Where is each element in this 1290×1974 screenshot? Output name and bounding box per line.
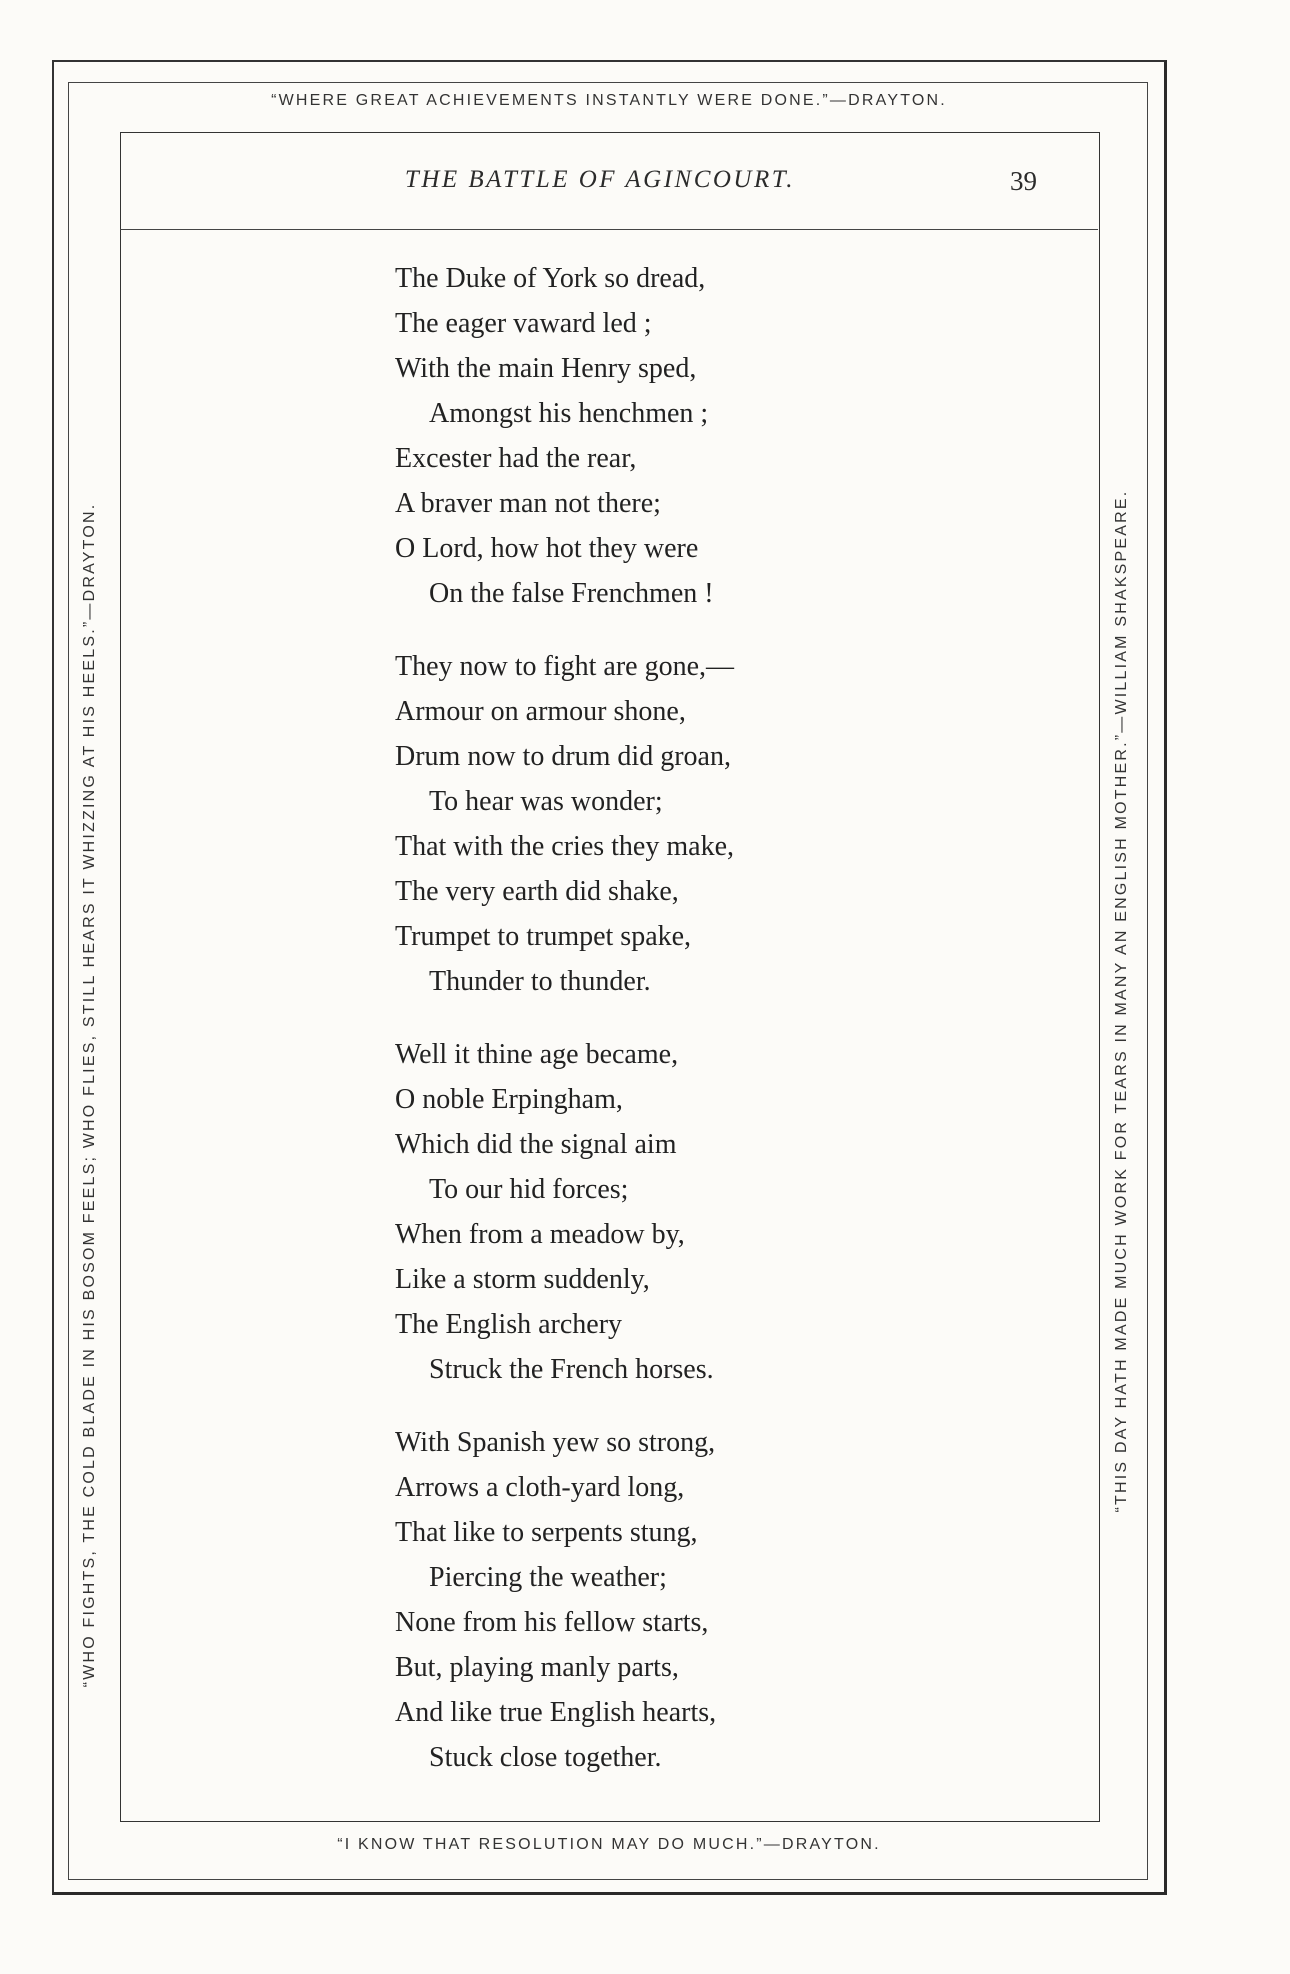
poem-line: They now to fight are gone,— bbox=[395, 651, 735, 682]
poem-line: Trumpet to trumpet spake, bbox=[395, 921, 692, 952]
poem-line: With the main Henry sped, bbox=[395, 353, 697, 384]
poem-line: O noble Erpingham, bbox=[395, 1084, 623, 1115]
poem-line: The eager vaward led ; bbox=[395, 308, 652, 339]
poem-line: Well it thine age became, bbox=[395, 1039, 679, 1070]
poem-line: With Spanish yew so strong, bbox=[395, 1427, 716, 1458]
poem-line: Piercing the weather; bbox=[429, 1562, 667, 1593]
page-number: 39 bbox=[1010, 166, 1037, 196]
poem-line: None from his fellow starts, bbox=[395, 1607, 709, 1638]
poem-line: That with the cries they make, bbox=[395, 831, 734, 862]
poem-line: Thunder to thunder. bbox=[429, 966, 651, 997]
poem-line: The Duke of York so dread, bbox=[395, 263, 706, 294]
left-border-quote: “WHO FIGHTS, THE COLD BLADE IN HIS BOSOM FEELS; WHO FLIES, STILL HEARS IT WHIZZING AT HIS HEELS.”—DRAYTON. bbox=[81, 502, 98, 1688]
poem-line: Like a storm suddenly, bbox=[395, 1264, 650, 1295]
header-rule bbox=[120, 229, 1098, 230]
poem-line: O Lord, how hot they were bbox=[395, 533, 699, 564]
poem-line: And like true English hearts, bbox=[395, 1697, 717, 1728]
poem-line: The English archery bbox=[395, 1309, 623, 1340]
poem-line: On the false Frenchmen ! bbox=[429, 578, 714, 609]
poem-line: Arrows a cloth-yard long, bbox=[395, 1472, 685, 1503]
poem-line: That like to serpents stung, bbox=[395, 1517, 698, 1548]
poem-line: Stuck close together. bbox=[429, 1742, 662, 1773]
top-border-quote: “WHERE GREAT ACHIEVEMENTS INSTANTLY WERE DONE.”—DRAYTON. bbox=[271, 92, 947, 109]
bottom-border-quote: “I KNOW THAT RESOLUTION MAY DO MUCH.”—DRAYTON. bbox=[337, 1836, 881, 1853]
poem-line: Amongst his henchmen ; bbox=[429, 398, 709, 429]
stanza bbox=[395, 644, 1055, 1004]
poem-line: To hear was wonder; bbox=[429, 786, 663, 817]
stanza bbox=[395, 1032, 1055, 1392]
poem-line: Armour on armour shone, bbox=[395, 696, 686, 727]
poem-line: Drum now to drum did groan, bbox=[395, 741, 731, 772]
running-head: THE BATTLE OF AGINCOURT. bbox=[404, 166, 796, 193]
poem-line: To our hid forces; bbox=[429, 1174, 629, 1205]
poem-body bbox=[395, 256, 1055, 1808]
poem-line: Excester had the rear, bbox=[395, 443, 637, 474]
poem-line: A braver man not there; bbox=[395, 488, 661, 519]
stanza bbox=[395, 1420, 1055, 1780]
stanza bbox=[395, 256, 1055, 616]
poem-line: Struck the French horses. bbox=[429, 1354, 714, 1385]
poem-line: But, playing manly parts, bbox=[395, 1652, 679, 1683]
poem-line: The very earth did shake, bbox=[395, 876, 679, 907]
poem-line: Which did the signal aim bbox=[395, 1129, 677, 1160]
poem-line: When from a meadow by, bbox=[395, 1219, 685, 1250]
right-border-quote: “THIS DAY HATH MADE MUCH WORK FOR TEARS IN MANY AN ENGLISH MOTHER.”—WILLIAM SHAKSPEARE. bbox=[1113, 489, 1130, 1513]
